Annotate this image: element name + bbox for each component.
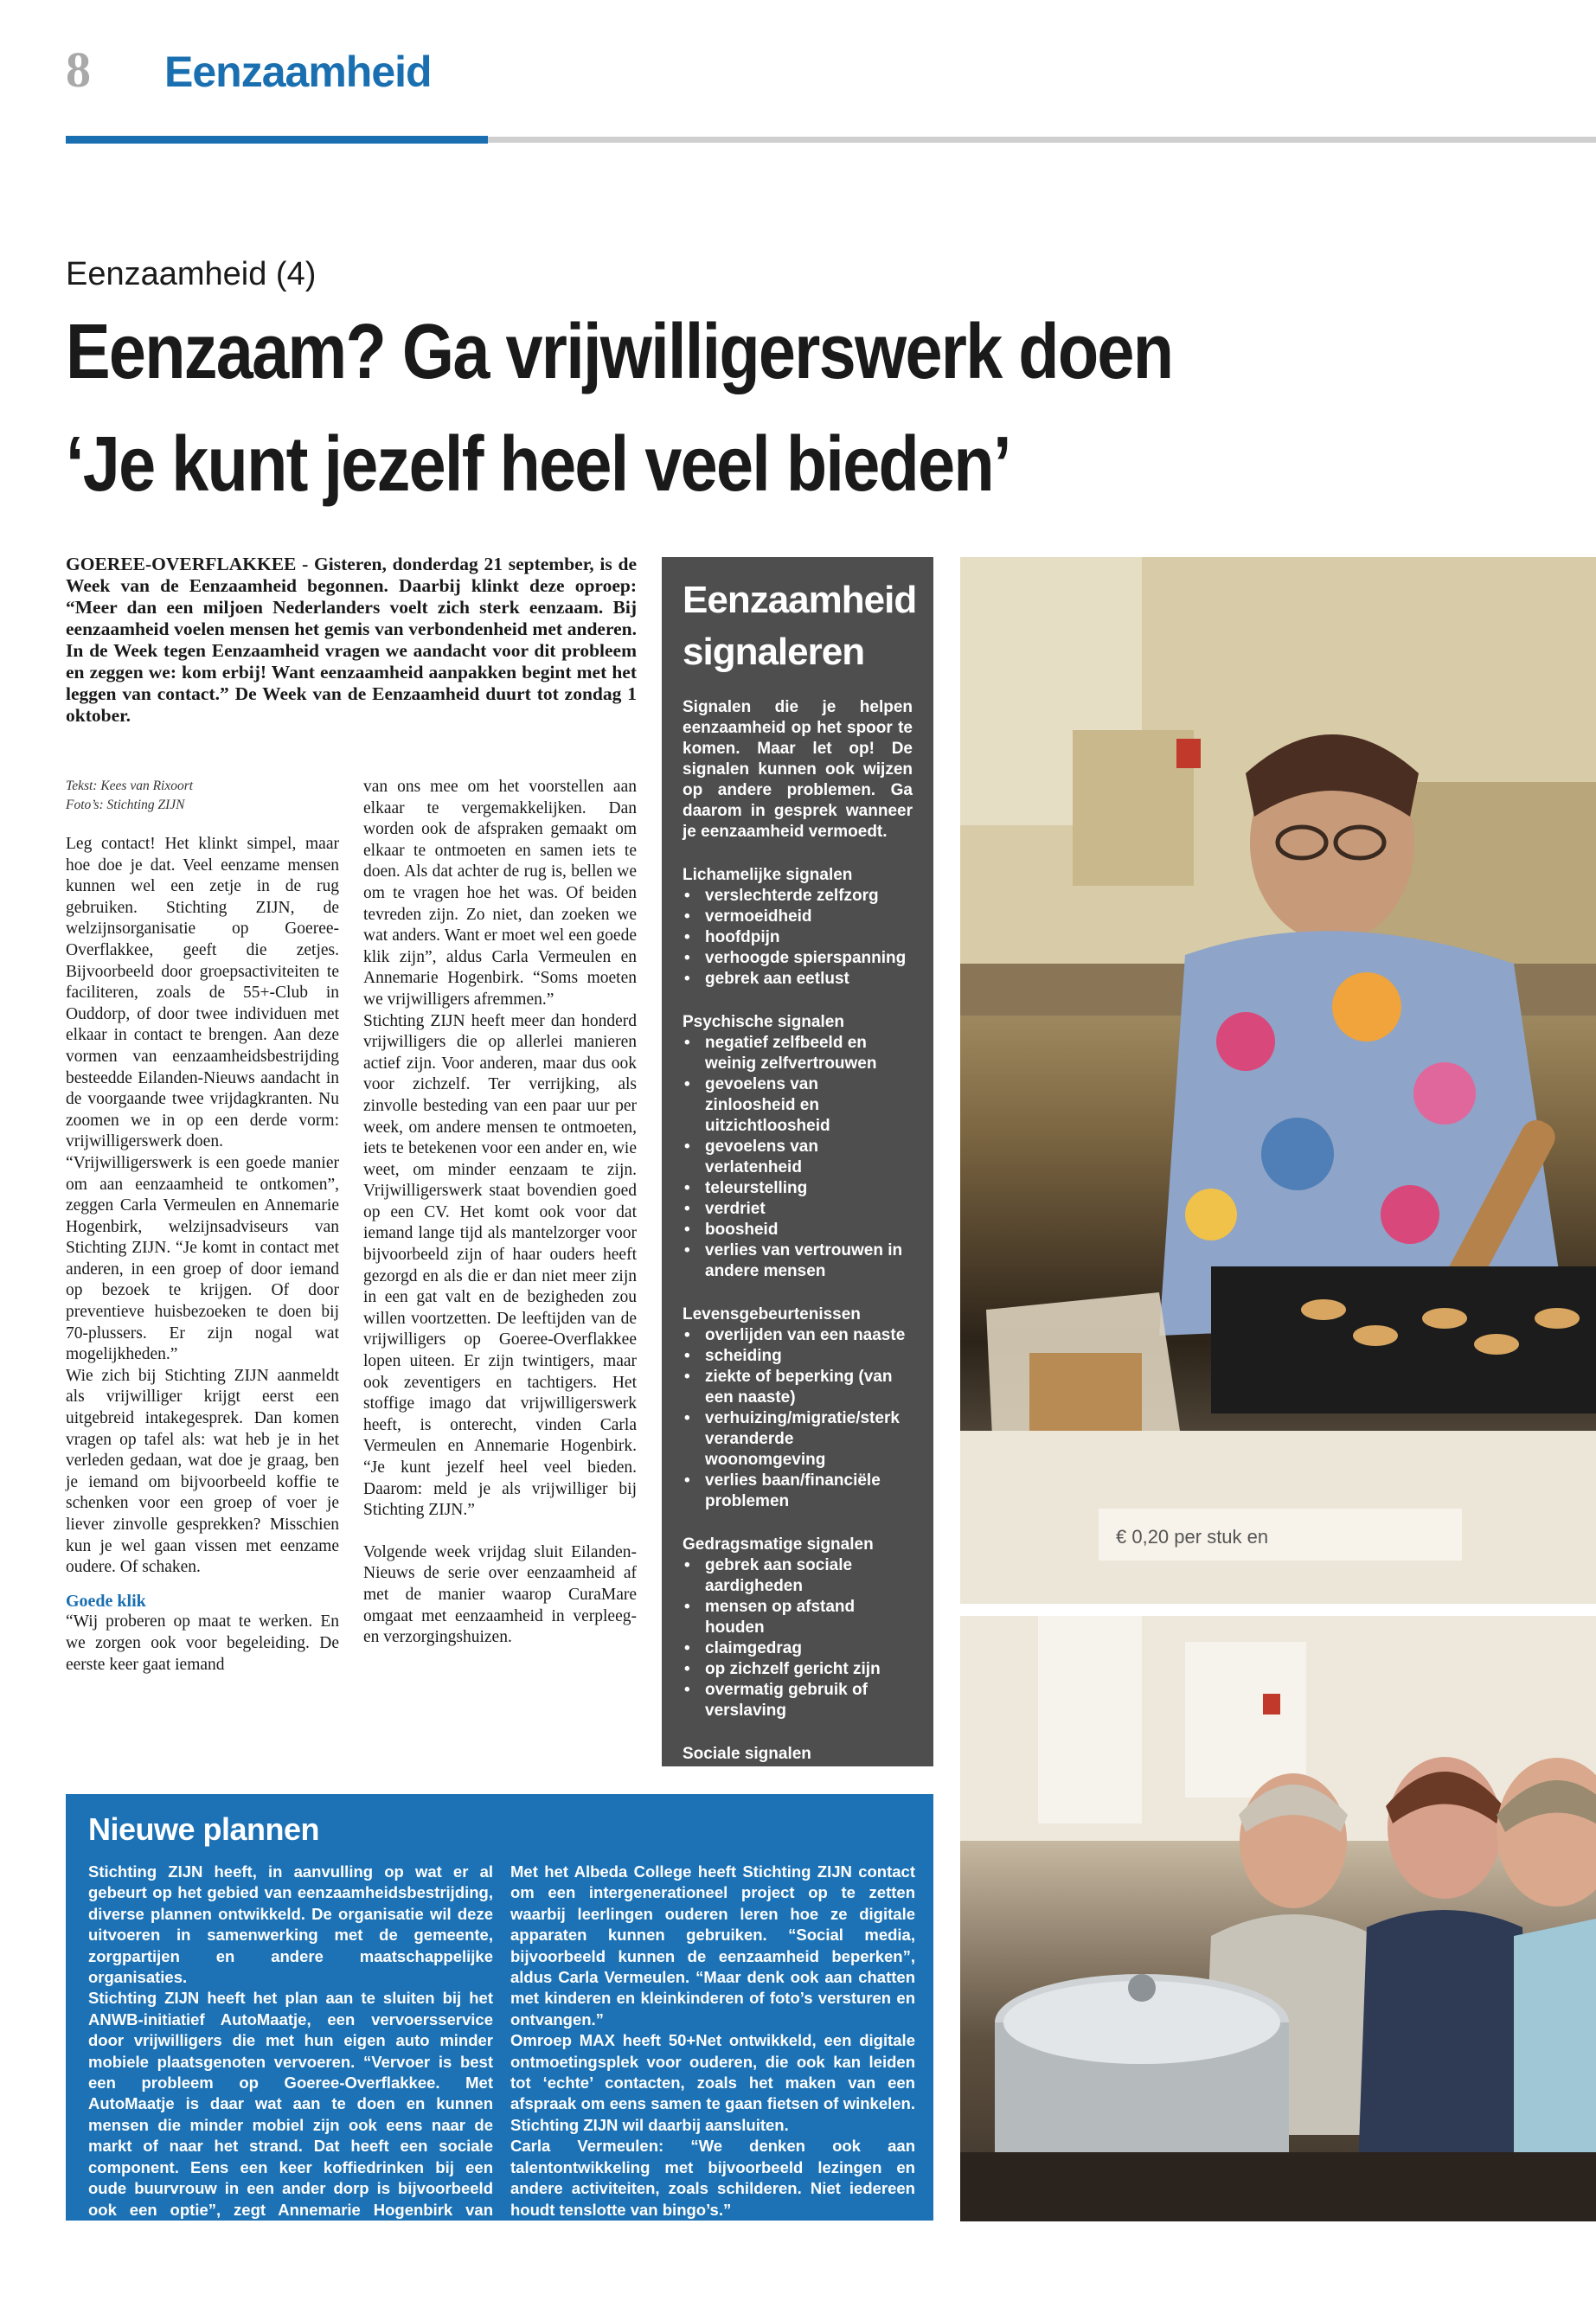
signal-item: • ziekte of beperking (van een naaste) bbox=[683, 1367, 913, 1408]
signal-group bbox=[683, 1535, 913, 1721]
signal-item: • hoofdpijn bbox=[683, 927, 913, 948]
signal-group bbox=[683, 1012, 913, 1282]
photo-illustration bbox=[960, 557, 1596, 1604]
sidebar-groups bbox=[683, 865, 913, 1806]
signal-group-heading: Psychische signalen bbox=[683, 1013, 844, 1031]
signal-item: • verlies van vertrouwen in andere mensen bbox=[683, 1240, 913, 1282]
signal-item: • gevoelens van verlatenheid bbox=[683, 1137, 913, 1178]
signal-group-heading: Levensgebeurtenissen bbox=[683, 1305, 861, 1324]
signal-item: • verdriet bbox=[683, 1199, 913, 1220]
signal-item: • claimgedrag bbox=[683, 1638, 913, 1659]
section-title: Eenzaamheid bbox=[164, 48, 432, 96]
headline-line-2: ‘Je kunt jezelf heel veel bieden’ bbox=[66, 421, 1010, 508]
credit-photo: Foto’s: Stichting ZIJN bbox=[66, 798, 185, 812]
box-paragraph: Omroep MAX heeft 50+Net ontwikkeld, een digitale ontmoetingsplek voor ouderen, die ook kan leiden tot ‘echte’ contacten, zoals het maken van een afspraak om eens samen te gaan fietsen of winkelen. Stichting ZIJN wil daarbij aansluiten. bbox=[510, 2031, 915, 2134]
credit-text: Tekst: Kees van Rixoort bbox=[66, 779, 194, 793]
signal-item: • verslechterde zelfzorg bbox=[683, 886, 913, 907]
signal-item: • mensen op afstand houden bbox=[683, 1597, 913, 1638]
body-paragraph: Leg contact! Het klinkt simpel, maar hoe doe je dat. Veel eenzame mensen kunnen wel een zetje in de rug gebruiken. Stichting ZIJN, de welzijnsorganisatie op Goeree-Overflakkee, geeft die zetjes. Bijvoorbeeld door groepsactiviteiten te faciliteren, zoals de 55+-Club in Ouddorp, of door twee individuen met elkaar in contact te brengen. Aan deze vormen van eenzaamheidsbestrijding besteedde Eilanden-Nieuws aandacht in de voorgaande twee vrijdagkranten. Nu zoomen we in op een derde vorm: vrijwilligerswerk doen. bbox=[66, 835, 339, 1151]
signal-item: • gebrek aan eetlust bbox=[683, 969, 913, 990]
page-number: 8 bbox=[66, 42, 91, 98]
signal-list bbox=[683, 1033, 913, 1282]
photo-volunteers-kitchen bbox=[960, 1616, 1596, 2221]
signal-item: • vermoeidheid bbox=[683, 907, 913, 927]
signal-item: • gebrek aan sociale aardigheden bbox=[683, 1555, 913, 1597]
box-paragraph: Carla Vermeulen: “We denken ook aan talentontwikkeling met bijvoorbeeld lezingen en andere activiteiten, zoals schilderen. Niet iedereen houdt tenslotte van bingo’s.” bbox=[510, 2137, 915, 2219]
sidebar-signals bbox=[662, 557, 933, 1784]
box-paragraph: Stichting ZIJN heeft, in aanvulling op wat er al gebeurt op het gebied van eenzaamheidsbestrijding, diverse plannen ontwikkeld. De organisatie wil deze uitvoeren in samenwerking met de gemeente, zorgpartijen en andere maatschappelijke organisaties. bbox=[88, 1862, 493, 1987]
body-paragraph: “Vrijwilligerswerk is een goede manier om aan eenzaamheid te ontkomen”, zeggen Carla Vermeulen en Annemarie Hogenbirk, welzijnsadviseurs van Stichting ZIJN. “Je komt in contact met anderen, in een groep of door iemand op bezoek te krijgen. Of door preventieve huisbezoeken te doen bij 70-plussers. Er zijn nogal wat mogelijkheden.” bbox=[66, 1153, 339, 1364]
photo-price-label: € 0,20 per stuk en bbox=[1116, 1526, 1269, 1548]
signal-item: • boosheid bbox=[683, 1220, 913, 1240]
signal-item: • op zichzelf gericht zijn bbox=[683, 1659, 913, 1680]
signal-list bbox=[683, 1325, 913, 1512]
body-paragraph: Wie zich bij Stichting ZIJN aanmeldt als vrijwilliger krijgt eerst een uitgebreid intakegesprek. Dan komen vragen op tafel als: wat heb je in het verleden gedaan, wat doe je graag, ben je iemand om bijvoorbeeld koffie te schenken voor een groep of voer je liever zinvolle gesprekken? Misschien kun je wel gaan vissen met eenzame oudere. Of schaken. bbox=[66, 1366, 339, 1577]
signal-item: • verhuizing/migratie/sterk veranderde woonomgeving bbox=[683, 1408, 913, 1471]
subhead: Goede klik bbox=[66, 1591, 146, 1611]
box-paragraph: Met het Albeda College heeft Stichting ZIJN contact om een intergenerationeel project op te zetten waarbij leerlingen ouderen leren hoe ze digitale apparaten kunnen gebruiken. “Social media, bijvoorbeeld kunnen de eenzaamheid beperken”, aldus Carla Vermeulen. “Maar denk ook aan chatten met kinderen en kleinkinderen of foto’s versturen en ontvangen.” bbox=[510, 1862, 915, 2029]
signal-group-heading: Gedragsmatige signalen bbox=[683, 1535, 874, 1554]
signal-item: • overmatig gebruik of verslaving bbox=[683, 1680, 913, 1721]
new-plans-column-left bbox=[88, 1862, 493, 2241]
signal-item: • verlies baan/financiële problemen bbox=[683, 1471, 913, 1512]
signal-item: • verhoogde spierspanning bbox=[683, 948, 913, 969]
sidebar-title bbox=[683, 574, 917, 678]
signal-group-heading: Sociale signalen bbox=[683, 1745, 811, 1763]
signal-group bbox=[683, 865, 913, 990]
body-paragraph: van ons mee om het voorstellen aan elkaar te vergemakkelijken. Dan worden ook de afspraken gemaakt om elkaar te ontmoeten en samen iets te doen. Als dat achter de rug is, bellen we om te vragen hoe het was. Of beiden tevreden zijn. Zo niet, dan zoeken we wat anders. Want er moet wel een goede klik zijn”, aldus Carla Vermeulen en Annemarie Hogenbirk. “Soms moeten we vrijwilligers afremmen.” bbox=[363, 778, 637, 1009]
new-plans-box bbox=[66, 1794, 933, 2240]
box-paragraph: Stichting ZIJN heeft het plan aan te sluiten bij het ANWB-initiatief AutoMaatje, een vervoersservice door vrijwilligers die met hun eigen auto minder mobiele plaatsgenoten vervoeren. “Vervoer is best een probleem op Goeree-Overflakkee. Met AutoMaatje is daar wat aan te doen en kunnen mensen die minder mobiel zijn ook eens naar de markt of naar het strand. Dat heeft een sociale component. Eens een keer koffiedrinken bij een oude buurvrouw in een ander dorp is bijvoorbeeld ook een optie”, zegt Annemarie Hogenbirk van Stichting ZIJN. bbox=[88, 1989, 493, 2240]
body-paragraph: Stichting ZIJN heeft meer dan honderd vrijwilligers die op allerlei manieren actief zijn. Voor anderen, maar dus ook voor zichzelf. Ter verrijking, als zinvolle besteding van een paar uur per week, om andere mensen te ontmoeten, iets te betekenen voor een ander en, wie weet, om minder eenzaam te zijn. Vrijwilligerswerk staat bovendien goed op een CV. Het komt ook voor dat iemand lange tijd als mantelzorger voor bijvoorbeeld zijn of haar ouders heeft gezorgd en als die er dan niet meer zijn in een gat valt en de bezigheden zou willen voortzetten. De leeftijden van de vrijwilligers op Goeree-Overflakkee lopen uiteen. Er zijn twintigers, maar ook zeventigers en tachtigers. Het stoffige imago dat vrijwilligerswerk heeft, is onterecht, vinden Carla Vermeulen en Annemarie Hogenbirk. “Je kunt jezelf heel veel bieden. Daarom: meld je als vrijwilliger bij Stichting ZIJN.” bbox=[363, 1011, 637, 1520]
article-column-left bbox=[66, 777, 339, 1676]
sidebar-title-line-2: signaleren bbox=[683, 631, 865, 673]
signal-list bbox=[683, 1555, 913, 1721]
photo-illustration bbox=[960, 1616, 1596, 2221]
sidebar-title-line-1: Eenzaamheid bbox=[683, 579, 917, 621]
signal-list bbox=[683, 886, 913, 990]
signal-item: • gevoelens van zinloosheid en uitzichtloosheid bbox=[683, 1074, 913, 1137]
photo-volunteer-baking bbox=[960, 557, 1596, 1604]
signal-group bbox=[683, 1304, 913, 1512]
article-lead: GOEREE-OVERFLAKKEE - Gisteren, donderdag 21 september, is de Week van de Eenzaamheid begonnen. Daarbij klinkt deze oproep: “Meer dan een miljoen Nederlanders voelt zich sterk eenzaam. Bij eenzaamheid voelen mensen het gemis van verbondenheid met anderen. In de Week tegen Eenzaamheid vragen we aandacht voor dit probleem en zeggen we: kom erbij! Want eenzaamheid aanpakken begint met het leggen van contact.” De Week van de Eenzaamheid duurt tot zondag 1 oktober. bbox=[66, 554, 637, 726]
header-rule-accent bbox=[66, 136, 488, 144]
sidebar-intro: Signalen die je helpen eenzaamheid op het spoor te komen. Maar let op! De signalen kunnen ook wijzen op andere problemen. Ga daarom in gesprek wanneer je eenzaamheid vermoedt. bbox=[683, 698, 913, 841]
signal-item: • overlijden van een naaste bbox=[683, 1325, 913, 1346]
signal-group-heading: Lichamelijke signalen bbox=[683, 866, 853, 884]
signal-item: • teleurstelling bbox=[683, 1178, 913, 1199]
signal-item: • negatief zelfbeeld en weinig zelfvertrouwen bbox=[683, 1033, 913, 1074]
signal-item: • scheiding bbox=[683, 1346, 913, 1367]
article-column-middle bbox=[363, 777, 637, 1649]
headline-line-1: Eenzaam? Ga vrijwilligerswerk doen bbox=[66, 309, 1173, 395]
new-plans-column-right bbox=[510, 1862, 915, 2221]
signal-item: • weinig sociale contacten bbox=[683, 1765, 913, 1785]
body-paragraph: Volgende week vrijdag sluit Eilanden-Nieuws de serie over eenzaamheid af met de manier waarop CuraMare omgaat met eenzaamheid in verpleeg- en verzorgingshuizen. bbox=[363, 1542, 637, 1647]
article-kicker: Eenzaamheid (4) bbox=[66, 256, 317, 292]
new-plans-title: Nieuwe plannen bbox=[88, 1811, 320, 1847]
body-paragraph: “Wij proberen op maat te werken. En we zorgen ook voor begeleiding. De eerste keer gaat iemand bbox=[66, 1612, 339, 1674]
